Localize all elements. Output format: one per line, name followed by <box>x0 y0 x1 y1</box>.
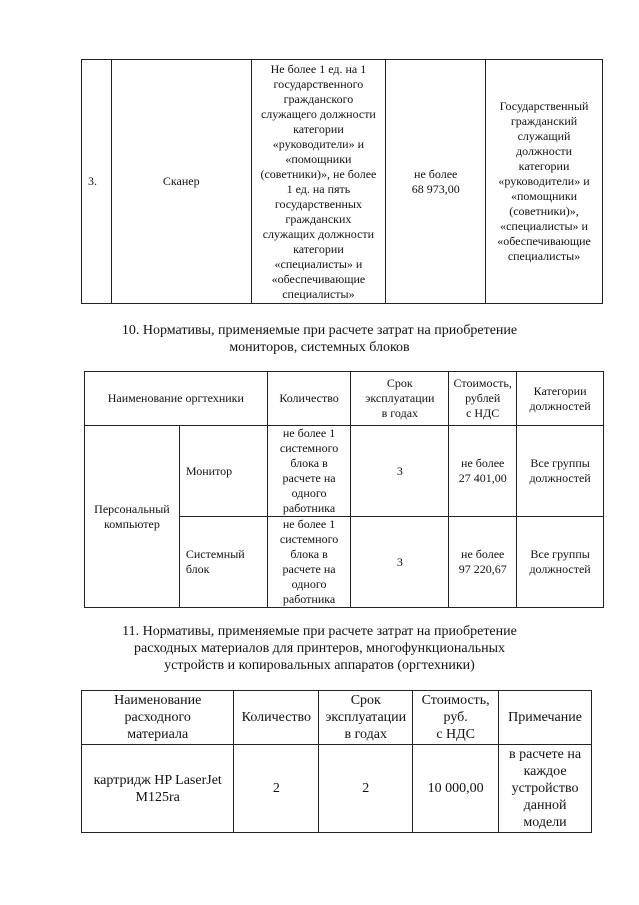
header-note: Примечание <box>499 691 592 745</box>
item-price: 10 000,00 <box>413 745 499 833</box>
item-term: 2 <box>319 745 413 833</box>
header-price: Стоимость, рублей с НДС <box>449 372 517 426</box>
header-term: Срок эксплуатации в годах <box>351 372 449 426</box>
item-price: не более 27 401,00 <box>449 426 517 517</box>
item-term: 3 <box>351 426 449 517</box>
row-number: 3. <box>82 60 112 304</box>
header-quantity: Количество <box>267 372 351 426</box>
scanner-table <box>81 59 603 304</box>
item-category: Государственный гражданский служащий должности категории «руководители» и «помощники (советники)», «специалисты» и «обеспечивающие специалисты» <box>486 60 603 304</box>
table-header-row <box>85 372 604 426</box>
item-quantity: не более 1 системного блока в расчете на одного работника <box>267 517 351 608</box>
section-10-title: 10. Нормативы, применяемые при расчете затрат на приобретение мониторов, системных блоков <box>121 323 518 355</box>
item-term: 3 <box>351 517 449 608</box>
item-name: Сканер <box>111 60 251 304</box>
header-name: Наименование расходного материала <box>82 691 234 745</box>
item-quantity: не более 1 системного блока в расчете на одного работника <box>267 426 351 517</box>
monitors-table <box>84 371 604 608</box>
header-quantity: Количество <box>234 691 319 745</box>
group-cell: Персональный компьютер <box>85 426 180 608</box>
table-row <box>82 745 592 833</box>
item-category: Все группы должностей <box>517 517 604 608</box>
header-name: Наименование оргтехники <box>85 372 268 426</box>
item-price: не более 97 220,67 <box>449 517 517 608</box>
item-category: Все группы должностей <box>517 426 604 517</box>
consumables-table <box>81 690 592 833</box>
table-row <box>82 60 603 304</box>
table-row <box>85 426 604 517</box>
header-term: Срок эксплуатации в годах <box>319 691 413 745</box>
item-name: картридж HP LaserJet M125ra <box>82 745 234 833</box>
table-header-row <box>82 691 592 745</box>
section-11-title: 11. Нормативы, применяемые при расчете затрат на приобретение расходных материалов для принтеров, многофункциональных устройств и копировальных аппаратов (оргтехники) <box>122 624 517 673</box>
item-note: в расчете на каждое устройство данной модели <box>499 745 592 833</box>
header-price: Стоимость, руб. с НДС <box>413 691 499 745</box>
item-price: не более 68 973,00 <box>386 60 486 304</box>
item-name: Монитор <box>179 426 267 517</box>
item-name: Системный блок <box>179 517 267 608</box>
header-category: Категории должностей <box>517 372 604 426</box>
item-quantity: Не более 1 ед. на 1 государственного гражданского служащего должности категории «руководители» и «помощники (советники)», не более 1 ед. на пять государственных гражданских служащих должности категории «специалисты» и «обеспечивающие специалисты» <box>251 60 386 304</box>
item-quantity: 2 <box>234 745 319 833</box>
